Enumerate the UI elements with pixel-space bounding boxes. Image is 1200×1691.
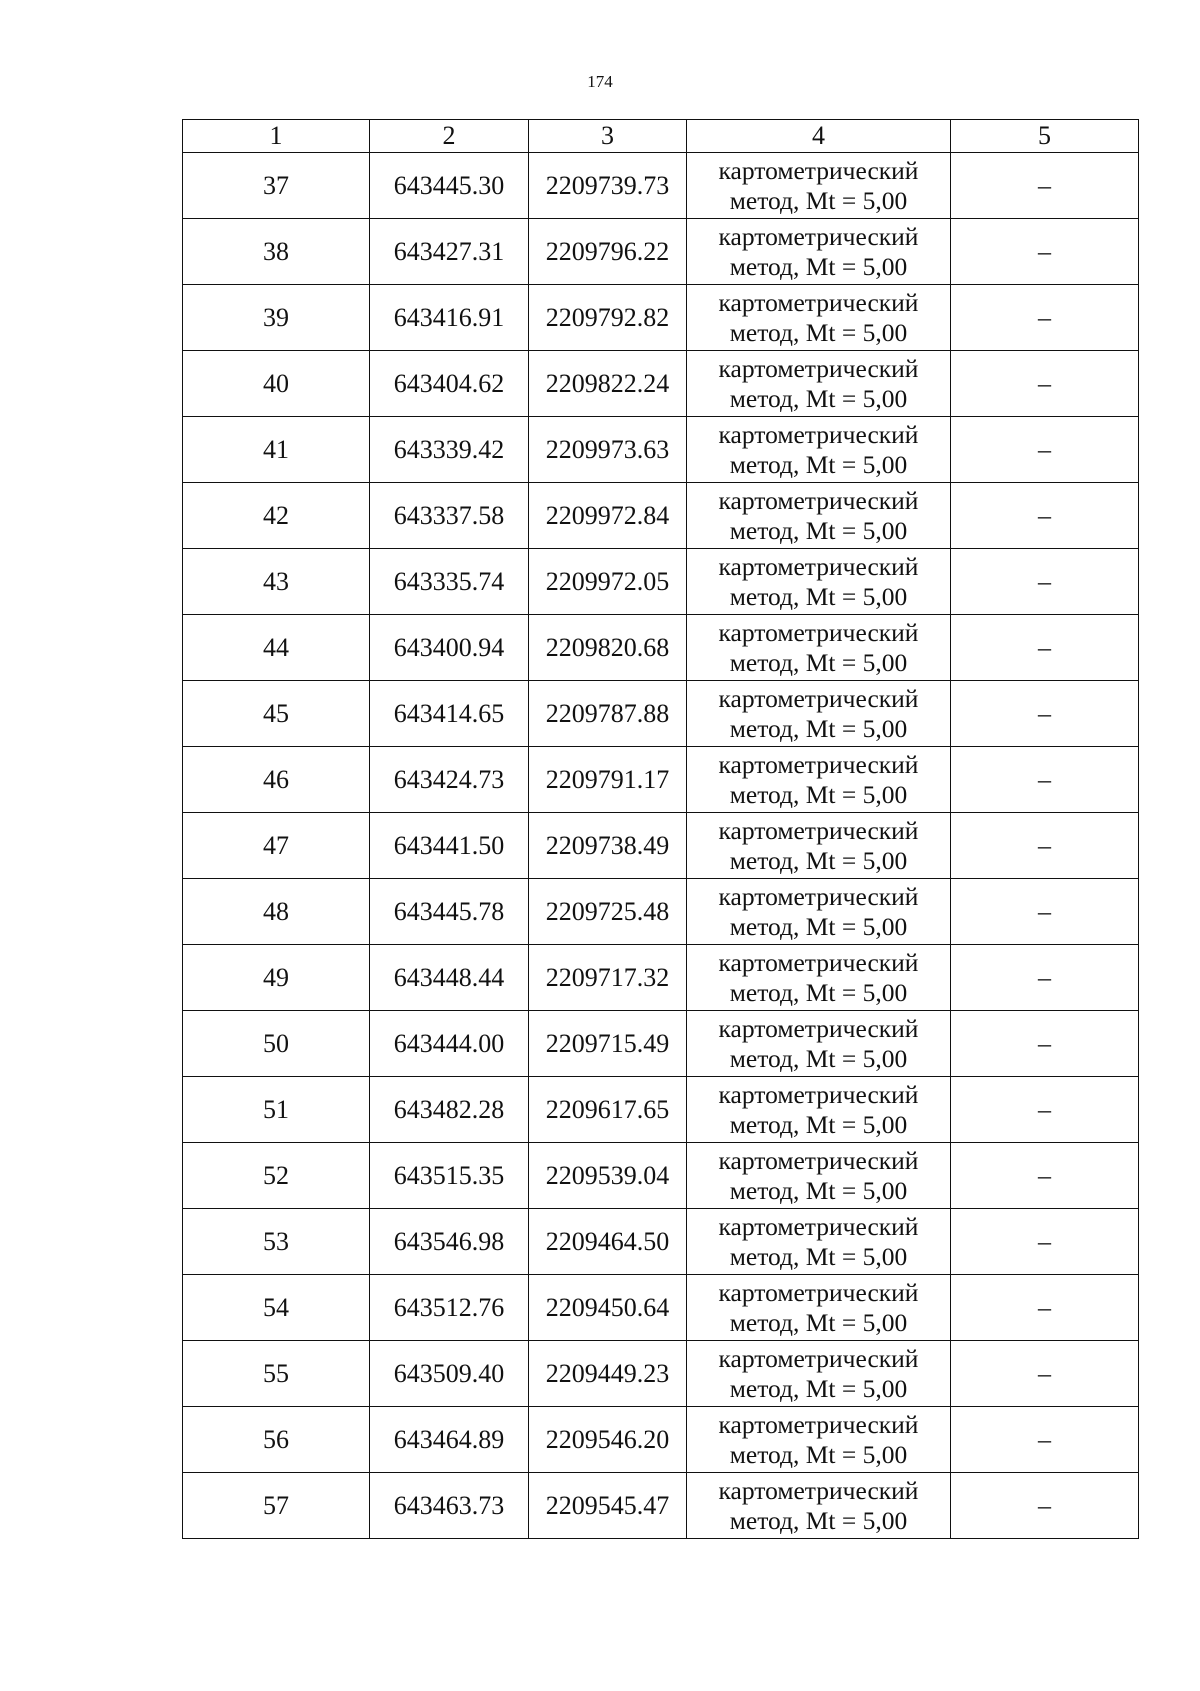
method-line-2: метод, Mt = 5,00 xyxy=(729,581,908,611)
y-coordinate-cell: 2209546.20 xyxy=(529,1407,687,1473)
header-col-2: 2 xyxy=(370,120,529,153)
y-coordinate-cell: 2209717.32 xyxy=(529,945,687,1011)
x-coordinate-cell: 643445.30 xyxy=(370,153,529,219)
x-coordinate-cell: 643400.94 xyxy=(370,615,529,681)
x-coordinate-cell: 643463.73 xyxy=(370,1473,529,1539)
x-coordinate-cell: 643404.62 xyxy=(370,351,529,417)
method-cell xyxy=(687,813,951,879)
coordinates-table xyxy=(182,119,1139,1539)
method-line-2: метод, Mt = 5,00 xyxy=(729,845,908,875)
note-cell: – xyxy=(951,879,1139,945)
point-number-cell: 48 xyxy=(183,879,370,945)
note-cell: – xyxy=(951,417,1139,483)
header-col-1: 1 xyxy=(183,120,370,153)
table-row xyxy=(183,813,1139,879)
table-row xyxy=(183,153,1139,219)
method-line-2: метод, Mt = 5,00 xyxy=(729,449,908,479)
x-coordinate-cell: 643414.65 xyxy=(370,681,529,747)
method-cell xyxy=(687,285,951,351)
point-number-cell: 56 xyxy=(183,1407,370,1473)
table-body xyxy=(183,153,1139,1539)
method-line-1: картометрический xyxy=(718,1013,919,1043)
y-coordinate-cell: 2209796.22 xyxy=(529,219,687,285)
header-col-5: 5 xyxy=(951,120,1139,153)
y-coordinate-cell: 2209972.05 xyxy=(529,549,687,615)
method-line-2: метод, Mt = 5,00 xyxy=(729,515,908,545)
table-row xyxy=(183,615,1139,681)
method-cell xyxy=(687,945,951,1011)
x-coordinate-cell: 643448.44 xyxy=(370,945,529,1011)
note-cell: – xyxy=(951,483,1139,549)
method-cell xyxy=(687,1143,951,1209)
x-coordinate-cell: 643444.00 xyxy=(370,1011,529,1077)
table-row xyxy=(183,879,1139,945)
method-line-2: метод, Mt = 5,00 xyxy=(729,317,908,347)
note-cell: – xyxy=(951,747,1139,813)
method-line-1: картометрический xyxy=(718,749,919,779)
method-line-1: картометрический xyxy=(718,221,919,251)
table-row xyxy=(183,1341,1139,1407)
x-coordinate-cell: 643512.76 xyxy=(370,1275,529,1341)
method-cell xyxy=(687,1209,951,1275)
x-coordinate-cell: 643482.28 xyxy=(370,1077,529,1143)
y-coordinate-cell: 2209450.64 xyxy=(529,1275,687,1341)
note-cell: – xyxy=(951,219,1139,285)
note-cell: – xyxy=(951,1143,1139,1209)
note-cell: – xyxy=(951,1473,1139,1539)
method-line-2: метод, Mt = 5,00 xyxy=(729,1307,908,1337)
method-line-1: картометрический xyxy=(718,881,919,911)
point-number-cell: 38 xyxy=(183,219,370,285)
method-line-2: метод, Mt = 5,00 xyxy=(729,1241,908,1271)
x-coordinate-cell: 643335.74 xyxy=(370,549,529,615)
point-number-cell: 37 xyxy=(183,153,370,219)
x-coordinate-cell: 643445.78 xyxy=(370,879,529,945)
note-cell: – xyxy=(951,351,1139,417)
table-row xyxy=(183,1473,1139,1539)
x-coordinate-cell: 643441.50 xyxy=(370,813,529,879)
method-cell xyxy=(687,1275,951,1341)
method-cell xyxy=(687,153,951,219)
y-coordinate-cell: 2209449.23 xyxy=(529,1341,687,1407)
method-cell xyxy=(687,1473,951,1539)
table-row xyxy=(183,417,1139,483)
point-number-cell: 47 xyxy=(183,813,370,879)
table-row xyxy=(183,945,1139,1011)
method-cell xyxy=(687,1341,951,1407)
method-line-2: метод, Mt = 5,00 xyxy=(729,977,908,1007)
y-coordinate-cell: 2209725.48 xyxy=(529,879,687,945)
point-number-cell: 55 xyxy=(183,1341,370,1407)
x-coordinate-cell: 643546.98 xyxy=(370,1209,529,1275)
method-cell xyxy=(687,219,951,285)
y-coordinate-cell: 2209739.73 xyxy=(529,153,687,219)
y-coordinate-cell: 2209464.50 xyxy=(529,1209,687,1275)
method-line-2: метод, Mt = 5,00 xyxy=(729,1373,908,1403)
y-coordinate-cell: 2209539.04 xyxy=(529,1143,687,1209)
point-number-cell: 43 xyxy=(183,549,370,615)
table-row xyxy=(183,681,1139,747)
point-number-cell: 44 xyxy=(183,615,370,681)
method-line-1: картометрический xyxy=(718,947,919,977)
table-row xyxy=(183,549,1139,615)
method-line-1: картометрический xyxy=(718,1409,919,1439)
method-cell xyxy=(687,417,951,483)
method-line-1: картометрический xyxy=(718,551,919,581)
point-number-cell: 52 xyxy=(183,1143,370,1209)
page-number: 174 xyxy=(587,72,613,91)
point-number-cell: 50 xyxy=(183,1011,370,1077)
point-number-cell: 41 xyxy=(183,417,370,483)
header-row xyxy=(183,120,1139,153)
point-number-cell: 39 xyxy=(183,285,370,351)
method-line-2: метод, Mt = 5,00 xyxy=(729,1505,908,1535)
method-line-1: картометрический xyxy=(718,155,919,185)
method-cell xyxy=(687,1011,951,1077)
method-line-1: картометрический xyxy=(718,1475,919,1505)
y-coordinate-cell: 2209972.84 xyxy=(529,483,687,549)
y-coordinate-cell: 2209820.68 xyxy=(529,615,687,681)
header-col-4: 4 xyxy=(687,120,951,153)
point-number-cell: 45 xyxy=(183,681,370,747)
method-cell xyxy=(687,351,951,417)
method-line-1: картометрический xyxy=(718,1343,919,1373)
note-cell: – xyxy=(951,681,1139,747)
note-cell: – xyxy=(951,1077,1139,1143)
table-row xyxy=(183,351,1139,417)
note-cell: – xyxy=(951,1407,1139,1473)
method-line-1: картометрический xyxy=(718,287,919,317)
note-cell: – xyxy=(951,1209,1139,1275)
point-number-cell: 49 xyxy=(183,945,370,1011)
table-row xyxy=(183,483,1139,549)
method-line-2: метод, Mt = 5,00 xyxy=(729,647,908,677)
x-coordinate-cell: 643515.35 xyxy=(370,1143,529,1209)
table-row xyxy=(183,1143,1139,1209)
y-coordinate-cell: 2209822.24 xyxy=(529,351,687,417)
method-line-2: метод, Mt = 5,00 xyxy=(729,1043,908,1073)
y-coordinate-cell: 2209545.47 xyxy=(529,1473,687,1539)
method-line-1: картометрический xyxy=(718,1277,919,1307)
method-cell xyxy=(687,549,951,615)
x-coordinate-cell: 643416.91 xyxy=(370,285,529,351)
table-row xyxy=(183,1077,1139,1143)
table-row xyxy=(183,1011,1139,1077)
table-row xyxy=(183,747,1139,813)
method-line-2: метод, Mt = 5,00 xyxy=(729,1109,908,1139)
x-coordinate-cell: 643339.42 xyxy=(370,417,529,483)
y-coordinate-cell: 2209787.88 xyxy=(529,681,687,747)
note-cell: – xyxy=(951,813,1139,879)
method-line-2: метод, Mt = 5,00 xyxy=(729,713,908,743)
y-coordinate-cell: 2209715.49 xyxy=(529,1011,687,1077)
note-cell: – xyxy=(951,615,1139,681)
x-coordinate-cell: 643337.58 xyxy=(370,483,529,549)
method-line-1: картометрический xyxy=(718,683,919,713)
point-number-cell: 57 xyxy=(183,1473,370,1539)
x-coordinate-cell: 643424.73 xyxy=(370,747,529,813)
method-line-2: метод, Mt = 5,00 xyxy=(729,911,908,941)
method-cell xyxy=(687,1407,951,1473)
method-line-1: картометрический xyxy=(718,1145,919,1175)
method-line-1: картометрический xyxy=(718,485,919,515)
table-row xyxy=(183,1275,1139,1341)
header-col-3: 3 xyxy=(529,120,687,153)
point-number-cell: 40 xyxy=(183,351,370,417)
method-line-2: метод, Mt = 5,00 xyxy=(729,1439,908,1469)
x-coordinate-cell: 643509.40 xyxy=(370,1341,529,1407)
method-line-1: картометрический xyxy=(718,1211,919,1241)
point-number-cell: 51 xyxy=(183,1077,370,1143)
note-cell: – xyxy=(951,945,1139,1011)
table-header xyxy=(183,120,1139,153)
table-row xyxy=(183,1407,1139,1473)
y-coordinate-cell: 2209738.49 xyxy=(529,813,687,879)
point-number-cell: 46 xyxy=(183,747,370,813)
method-line-1: картометрический xyxy=(718,1079,919,1109)
note-cell: – xyxy=(951,549,1139,615)
point-number-cell: 54 xyxy=(183,1275,370,1341)
x-coordinate-cell: 643464.89 xyxy=(370,1407,529,1473)
method-line-2: метод, Mt = 5,00 xyxy=(729,251,908,281)
method-line-1: картометрический xyxy=(718,617,919,647)
method-cell xyxy=(687,681,951,747)
method-line-1: картометрический xyxy=(718,353,919,383)
method-line-2: метод, Mt = 5,00 xyxy=(729,779,908,809)
method-cell xyxy=(687,747,951,813)
note-cell: – xyxy=(951,1011,1139,1077)
method-line-1: картометрический xyxy=(718,815,919,845)
method-line-2: метод, Mt = 5,00 xyxy=(729,185,908,215)
table-row xyxy=(183,1209,1139,1275)
method-line-1: картометрический xyxy=(718,419,919,449)
point-number-cell: 53 xyxy=(183,1209,370,1275)
note-cell: – xyxy=(951,1275,1139,1341)
x-coordinate-cell: 643427.31 xyxy=(370,219,529,285)
method-cell xyxy=(687,615,951,681)
method-cell xyxy=(687,483,951,549)
note-cell: – xyxy=(951,1341,1139,1407)
table-row xyxy=(183,285,1139,351)
y-coordinate-cell: 2209792.82 xyxy=(529,285,687,351)
method-line-2: метод, Mt = 5,00 xyxy=(729,1175,908,1205)
method-cell xyxy=(687,879,951,945)
y-coordinate-cell: 2209791.17 xyxy=(529,747,687,813)
table-row xyxy=(183,219,1139,285)
point-number-cell: 42 xyxy=(183,483,370,549)
method-cell xyxy=(687,1077,951,1143)
method-line-2: метод, Mt = 5,00 xyxy=(729,383,908,413)
y-coordinate-cell: 2209973.63 xyxy=(529,417,687,483)
y-coordinate-cell: 2209617.65 xyxy=(529,1077,687,1143)
note-cell: – xyxy=(951,153,1139,219)
note-cell: – xyxy=(951,285,1139,351)
